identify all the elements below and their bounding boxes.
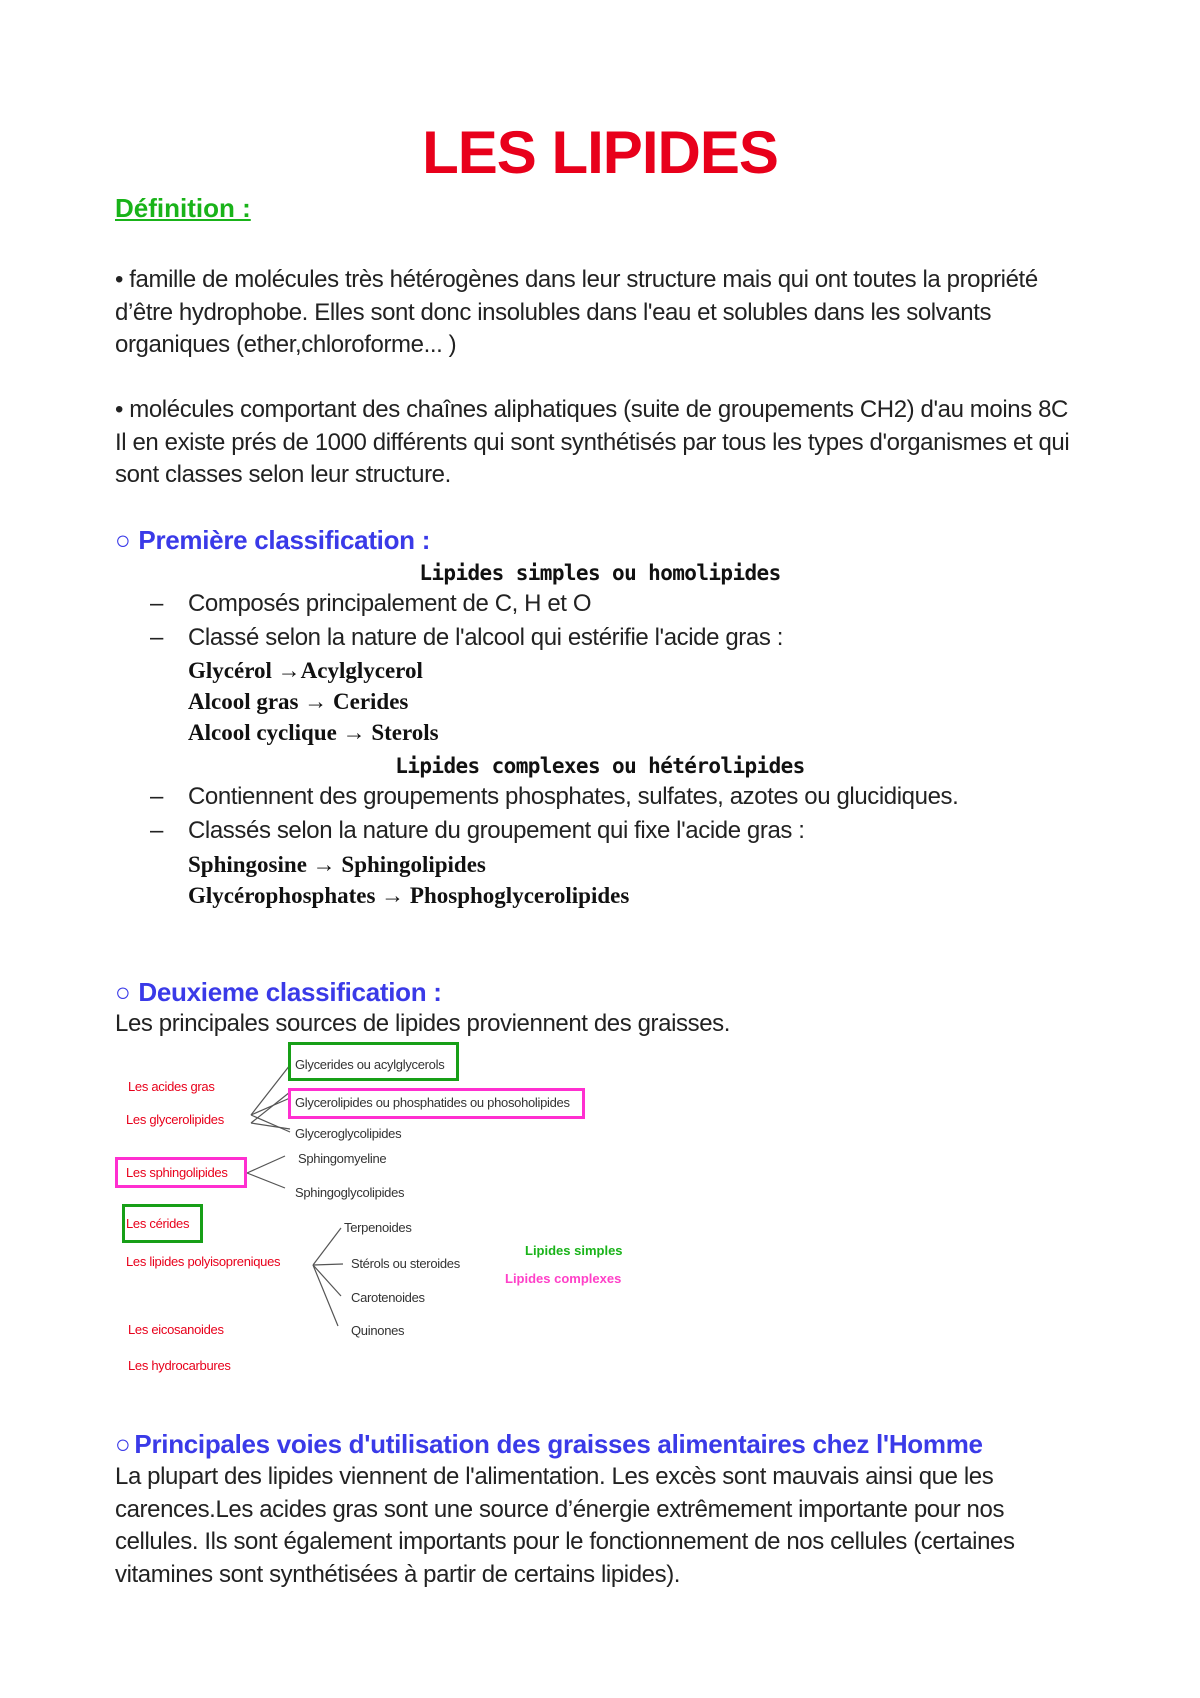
list-item xyxy=(150,588,591,620)
circle-bullet-icon: ○ xyxy=(115,525,131,555)
dash-bullet-icon: – xyxy=(150,783,163,810)
category-label: Les glycerolipides xyxy=(126,1112,224,1127)
complex-lipids-title: Lipides complexes ou hétérolipides xyxy=(395,754,805,778)
text-line: • molécules comportant des chaînes aliphatiques (suite de groupements CH2) d'au moins 8C xyxy=(115,396,1068,423)
second-classification-intro: Les principales sources de lipides proviennent des graisses. xyxy=(115,1010,731,1037)
legend-simple: Lipides simples xyxy=(525,1243,623,1258)
circle-bullet-icon: ○ xyxy=(115,977,131,1007)
example-line: Alcool cyclique → Sterols xyxy=(188,720,439,745)
text-line: organiques (ether,chloroforme... ) xyxy=(115,331,457,358)
category-label: Les eicosanoides xyxy=(128,1322,224,1337)
subcategory-label: Stérols ou steroides xyxy=(351,1256,460,1271)
subcategory-label: Sphingoglycolipides xyxy=(295,1185,405,1200)
example-line: Alcool gras → Cerides xyxy=(188,689,409,714)
dash-bullet-icon: – xyxy=(150,590,163,617)
category-label: Les hydrocarbures xyxy=(128,1358,231,1373)
page-title: LES LIPIDES xyxy=(422,119,778,186)
simple-lipids-title: Lipides simples ou homolipides xyxy=(419,561,781,585)
subcategory-label: Quinones xyxy=(351,1323,405,1338)
heading-text: Deuxieme classification : xyxy=(138,977,442,1007)
category-label: Les sphingolipides xyxy=(126,1165,228,1180)
text-line: • famille de molécules très hétérogènes dans leur structure mais qui ont toutes la propriété xyxy=(115,266,1038,293)
category-label: Les cérides xyxy=(126,1216,190,1231)
subcategory-label: Glycerolipides ou phosphatides ou phosoholipides xyxy=(295,1095,570,1110)
dash-bullet-icon: – xyxy=(150,624,163,651)
text-line: d’être hydrophobe. Elles sont donc insolubles dans l'eau et solubles dans les solvants xyxy=(115,298,992,326)
list-item xyxy=(150,815,805,847)
example-line: Sphingosine → Sphingolipides xyxy=(188,852,486,877)
connector-line xyxy=(251,1098,290,1115)
text-line: cellules. Ils sont également importants pour le fonctionnement de nos cellules (certaines xyxy=(115,1528,1015,1555)
definition-paragraph-2 xyxy=(115,394,1115,492)
dash-bullet-icon: – xyxy=(150,817,163,844)
list-item-text: Classé selon la nature de l'alcool qui estérifie l'acide gras : xyxy=(188,624,783,651)
example-line: Glycérol →Acylglycerol xyxy=(188,658,423,683)
subcategory-label: Carotenoides xyxy=(351,1290,425,1305)
connector-line xyxy=(247,1156,285,1173)
connector-line xyxy=(313,1228,341,1265)
principal-ways-paragraph xyxy=(115,1461,1115,1591)
lipid-classification-diagram xyxy=(115,1040,635,1392)
category-label: Les acides gras xyxy=(128,1079,215,1094)
category-label: Les lipides polyisopreniques xyxy=(126,1254,281,1269)
text-line: Il en existe prés de 1000 différents qui sont synthétisés par tous les types d'organismes et qui xyxy=(115,428,1070,456)
connector-line xyxy=(313,1264,343,1265)
example-line: Glycérophosphates → Phosphoglycerolipides xyxy=(188,883,630,908)
list-item-text: Composés principalement de C, H et O xyxy=(188,590,592,617)
circle-bullet-icon: ○ xyxy=(115,1429,131,1459)
definition-heading: Définition : xyxy=(115,193,251,223)
text-line: La plupart des lipides viennent de l'alimentation. Les excès sont mauvais ainsi que les xyxy=(115,1463,994,1490)
legend-complex: Lipides complexes xyxy=(505,1271,622,1286)
list-item xyxy=(150,781,958,813)
text-line: vitamines sont synthétisées à partir de certains lipides). xyxy=(115,1560,681,1588)
connector-line xyxy=(247,1173,285,1188)
list-item-text: Classés selon la nature du groupement qui fixe l'acide gras : xyxy=(188,817,805,844)
subcategory-label: Sphingomyeline xyxy=(298,1151,387,1166)
heading-text: Première classification : xyxy=(138,525,431,555)
text-line: sont classes selon leur structure. xyxy=(115,461,451,488)
subcategory-label: Glyceroglycolipides xyxy=(295,1126,402,1141)
heading-text: Principales voies d'utilisation des graisses alimentaires chez l'Homme xyxy=(134,1429,983,1459)
list-item-text: Contiennent des groupements phosphates, sulfates, azotes ou glucidiques. xyxy=(188,783,959,810)
text-line: carences.Les acides gras sont une source d’énergie extrêmement importante pour nos xyxy=(115,1495,1005,1523)
definition-paragraph-1 xyxy=(115,264,1115,362)
list-item xyxy=(150,622,783,654)
subcategory-label: Terpenoides xyxy=(344,1220,412,1235)
principal-ways-heading xyxy=(115,1428,983,1460)
first-classification-heading xyxy=(115,524,430,556)
connector-line xyxy=(313,1265,338,1326)
connector-line xyxy=(313,1265,341,1296)
second-classification-heading xyxy=(115,976,442,1008)
subcategory-label: Glycerides ou acylglycerols xyxy=(295,1057,445,1072)
